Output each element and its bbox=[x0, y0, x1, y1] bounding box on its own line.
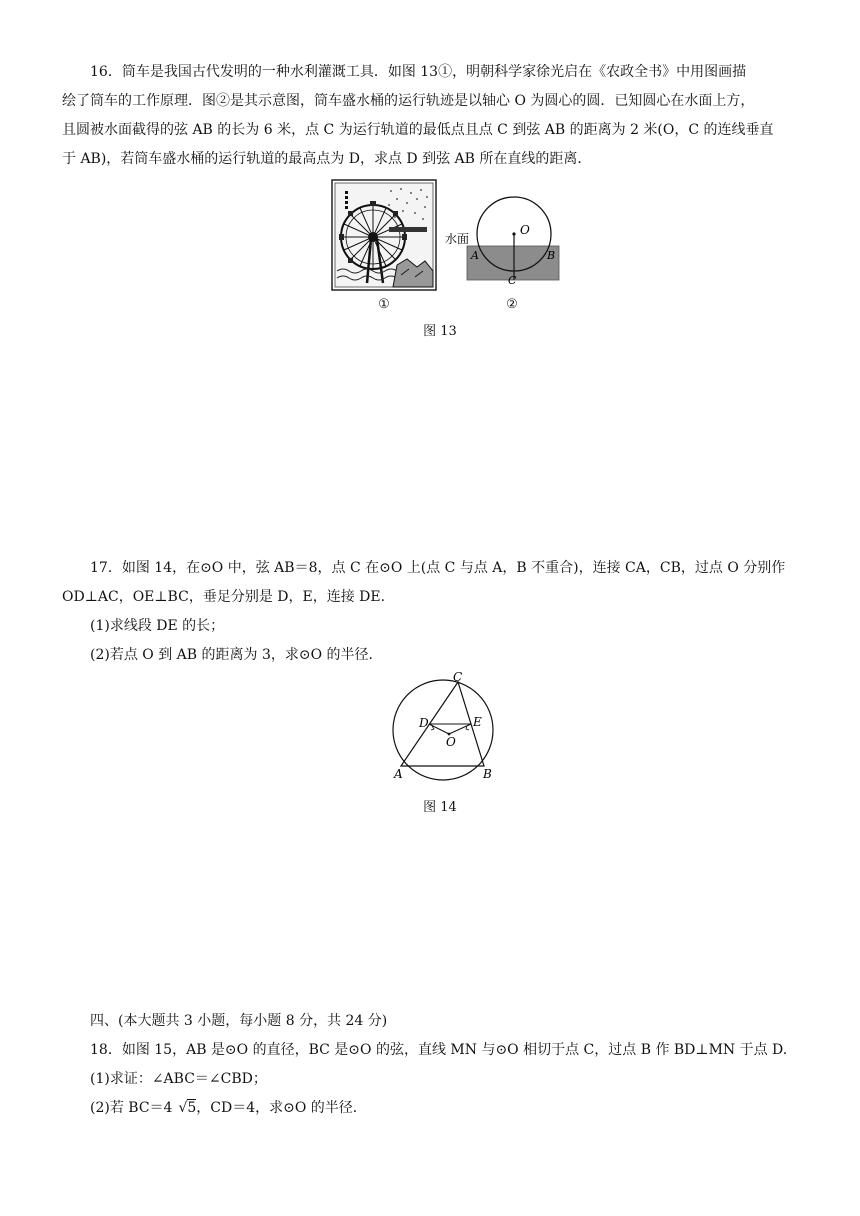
q17-part-1: (1)求线段 DE 的长； bbox=[90, 618, 225, 634]
segment-od bbox=[429, 724, 449, 734]
section-4-heading: 四、(本大题共 3 小题，每小题 8 分，共 24 分) bbox=[90, 1013, 388, 1029]
q16-line-2: 绘了筒车的工作原理．图②是其示意图，筒车盛水桶的运行轨迹是以轴心 O 为圆心的圆．已知圆心在水面上方， bbox=[62, 93, 755, 109]
q18-line-1: 18．如图 15，AB 是⊙O 的直径，BC 是⊙O 的弦，直线 MN 与⊙O 相切于点 C，过点 B 作 BD⊥MN 于点 D. bbox=[90, 1042, 788, 1058]
figure-14-caption: 图 14 bbox=[423, 800, 457, 815]
q16-line-4: 于 AB)，若筒车盛水桶的运行轨道的最高点为 D，求点 D 到弦 AB 所在直线的距离． bbox=[62, 151, 592, 167]
point-d-label: D bbox=[419, 716, 429, 730]
figure-13-caption: 图 13 bbox=[423, 324, 457, 339]
q17-line-2: OD⊥AC，OE⊥BC，垂足分别是 D，E，连接 DE. bbox=[62, 589, 386, 605]
question-16 bbox=[62, 58, 802, 174]
point-c-label: C bbox=[508, 274, 517, 287]
q16-line-1: 16．筒车是我国古代发明的一种水利灌溉工具．如图 13①，明朝科学家徐光启在《农政全书》中用图画描 bbox=[90, 64, 747, 80]
q18-part-2-suffix: ，CD＝4，求⊙O 的半径． bbox=[196, 1100, 367, 1116]
figure-13-label-2: ② bbox=[506, 297, 518, 312]
sqrt-symbol: √ bbox=[178, 1100, 188, 1116]
figure-14-diagram bbox=[384, 670, 504, 790]
center-o-dot bbox=[512, 232, 515, 235]
q16-line-3: 且圆被水面截得的弦 AB 的长为 6 米，点 C 为运行轨道的最低点且点 C 到弦 AB 的距离为 2 米(O，C 的连线垂直 bbox=[62, 122, 774, 138]
q17-part-2: (2)若点 O 到 AB 的距离为 3，求⊙O 的半径． bbox=[90, 647, 383, 663]
q18-part-2-prefix: (2)若 BC＝4 bbox=[90, 1100, 173, 1116]
q17-line-1: 17．如图 14，在⊙O 中，弦 AB＝8，点 C 在⊙O 上(点 C 与点 A，B 不重合)，连接 CA，CB，过点 O 分别作 bbox=[90, 560, 786, 576]
segment-oe bbox=[449, 724, 471, 734]
point-a-label: A bbox=[394, 767, 403, 781]
point-e-label: E bbox=[473, 715, 482, 729]
figure-13-label-1: ① bbox=[378, 297, 390, 312]
point-b-label: B bbox=[483, 767, 492, 781]
point-c-label: C bbox=[453, 670, 463, 684]
question-17 bbox=[62, 554, 802, 670]
q18-part-1: (1)求证：∠ABC＝∠CBD； bbox=[90, 1071, 267, 1087]
point-a-label: A bbox=[471, 249, 479, 262]
point-o-label: O bbox=[520, 223, 530, 237]
figure-13-schematic bbox=[444, 178, 564, 290]
section-4-and-question-18 bbox=[62, 1007, 802, 1123]
point-b-label: B bbox=[547, 249, 556, 262]
right-angle-e bbox=[466, 726, 469, 730]
waterwheel-illustration bbox=[331, 179, 437, 291]
q18-part-2 bbox=[62, 1094, 802, 1123]
point-o-label: O bbox=[446, 735, 456, 749]
q18-part-2-radicand: 5 bbox=[187, 1100, 197, 1116]
circle-o bbox=[393, 680, 493, 780]
water-surface-label: 水面 bbox=[445, 232, 470, 246]
